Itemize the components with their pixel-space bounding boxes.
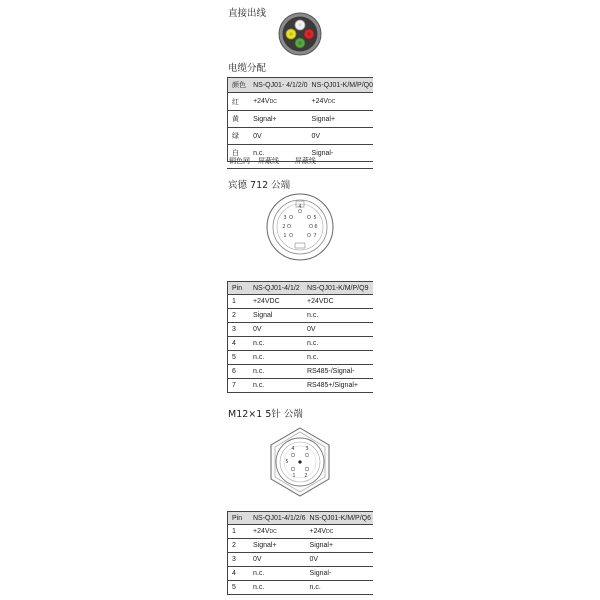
column-header: 颜色 [228,78,250,93]
table-cell: 黄 [228,111,250,128]
table-row [228,351,374,365]
pin-label: 2 [304,473,308,479]
table-cell: 0V [306,553,373,567]
pin-label: 5 [313,215,317,221]
table-cell: 屏蔽线 [294,158,316,165]
section-title-m12-connector: M12×1 5针 公端 [228,409,303,420]
table-cell: Signal+ [249,539,306,553]
table-cell: n.c. [306,581,373,595]
column-header: NS-QJ01-4/1/2 [249,282,303,295]
table-row [228,323,374,337]
table-row [228,337,374,351]
table-cell: n.c. [303,351,373,365]
table-cell: 5 [228,581,250,595]
table-cell: 4 [228,567,250,581]
table-cell: 屏蔽线 [257,158,279,165]
center-pin [298,460,301,463]
section-title-binder-712: 宾德 712 公端 [228,180,291,191]
column-header: NS-QJ01- 4/1/2/0 [249,78,307,93]
table-cell: n.c. [303,337,373,351]
pin-label: 6 [314,224,318,230]
table-cell: n.c. [249,337,303,351]
table-cell: 6 [228,365,250,379]
table-cell: n.c. [249,145,307,162]
column-header: NS-QJ01-K/M/P/Q0 [308,78,373,93]
column-header: Pin [228,512,250,525]
pin-label: 4 [298,204,302,210]
table-cell: +24VDC [249,525,306,539]
section-title-direct-cable: 直接出线 [228,8,267,19]
section-title-cable-assignment: 电缆分配 [228,63,267,74]
table-cell: Signal+ [308,111,373,128]
table-cell: 红 [228,93,250,111]
table-row [228,581,374,595]
table-cell: n.c. [249,379,303,393]
table-row [228,567,374,581]
table-cell: 1 [228,295,250,309]
table-row [228,295,374,309]
pin-label: 2 [282,224,286,230]
pin-hole [289,233,292,236]
table-row [228,309,374,323]
table-cell: n.c. [249,581,306,595]
table-cell: n.c. [249,365,303,379]
pin-hole [287,224,290,227]
table-row [228,111,374,128]
pin-label: 1 [292,473,296,479]
column-header: NS-QJ01-K/M/P/Q9 [303,282,373,295]
table-cell: RS485-/Signal- [303,365,373,379]
pin-label: 7 [313,233,317,239]
shield-row [229,156,316,166]
table-row [228,379,374,393]
table-cell: n.c. [249,567,306,581]
column-header: NS-QJ01-K/M/P/Q6 [306,512,373,525]
table-cell: 3 [228,553,250,567]
cable-assignment-table [227,77,373,162]
pin-hole [307,233,310,236]
pin-label: 5 [285,459,289,465]
table-cell: 0V [249,323,303,337]
table-cell: +24VDC [303,295,373,309]
column-header: Pin [228,282,250,295]
pin-hole [289,215,292,218]
pin-label: 4 [291,446,295,452]
connector-712-pinout-icon [265,192,335,262]
table-cell: 0V [303,323,373,337]
table-cell: +24VDC [306,525,373,539]
pin-hole [309,224,312,227]
pin-hole [307,215,310,218]
table-cell: 1 [228,525,250,539]
table-cell: 绿 [228,128,250,145]
divider [227,168,373,169]
pin-label: 1 [283,233,287,239]
connector-m12-pinout-icon [265,427,335,497]
table-row [228,128,374,145]
table-cell: Signal+ [249,111,307,128]
table-row [228,365,374,379]
table-cell: 5 [228,351,250,365]
table-cell: +24VDC [249,295,303,309]
table-cell: Signal [249,309,303,323]
binder-712-pin-table [227,281,373,393]
table-cell: RS485+/Signal+ [303,379,373,393]
m12-pin-table [227,511,373,595]
table-cell: +24VDC [249,93,307,111]
table-cell: 2 [228,539,250,553]
table-cell: 2 [228,309,250,323]
table-cell: 0V [249,553,306,567]
table-cell: 0V [308,128,373,145]
table-cell: 7 [228,379,250,393]
table-cell: 3 [228,323,250,337]
table-cell: n.c. [249,351,303,365]
cable-cross-section-icon [278,12,322,56]
table-row [228,553,374,567]
table-cell: 白 [228,145,250,162]
table-cell: Signal+ [306,539,373,553]
table-cell: 4 [228,337,250,351]
table-cell: 铜色网 [229,158,250,165]
table-cell: Signal- [306,567,373,581]
pin-label: 3 [283,215,287,221]
table-cell: +24VDC [308,93,373,111]
column-header: NS-QJ01-4/1/2/6 [249,512,306,525]
table-cell: 0V [249,128,307,145]
table-row [228,539,374,553]
table-row [228,93,374,111]
table-row [228,525,374,539]
pin-label: 3 [305,446,309,452]
table-cell: Signal- [308,145,373,162]
table-cell: n.c. [303,309,373,323]
